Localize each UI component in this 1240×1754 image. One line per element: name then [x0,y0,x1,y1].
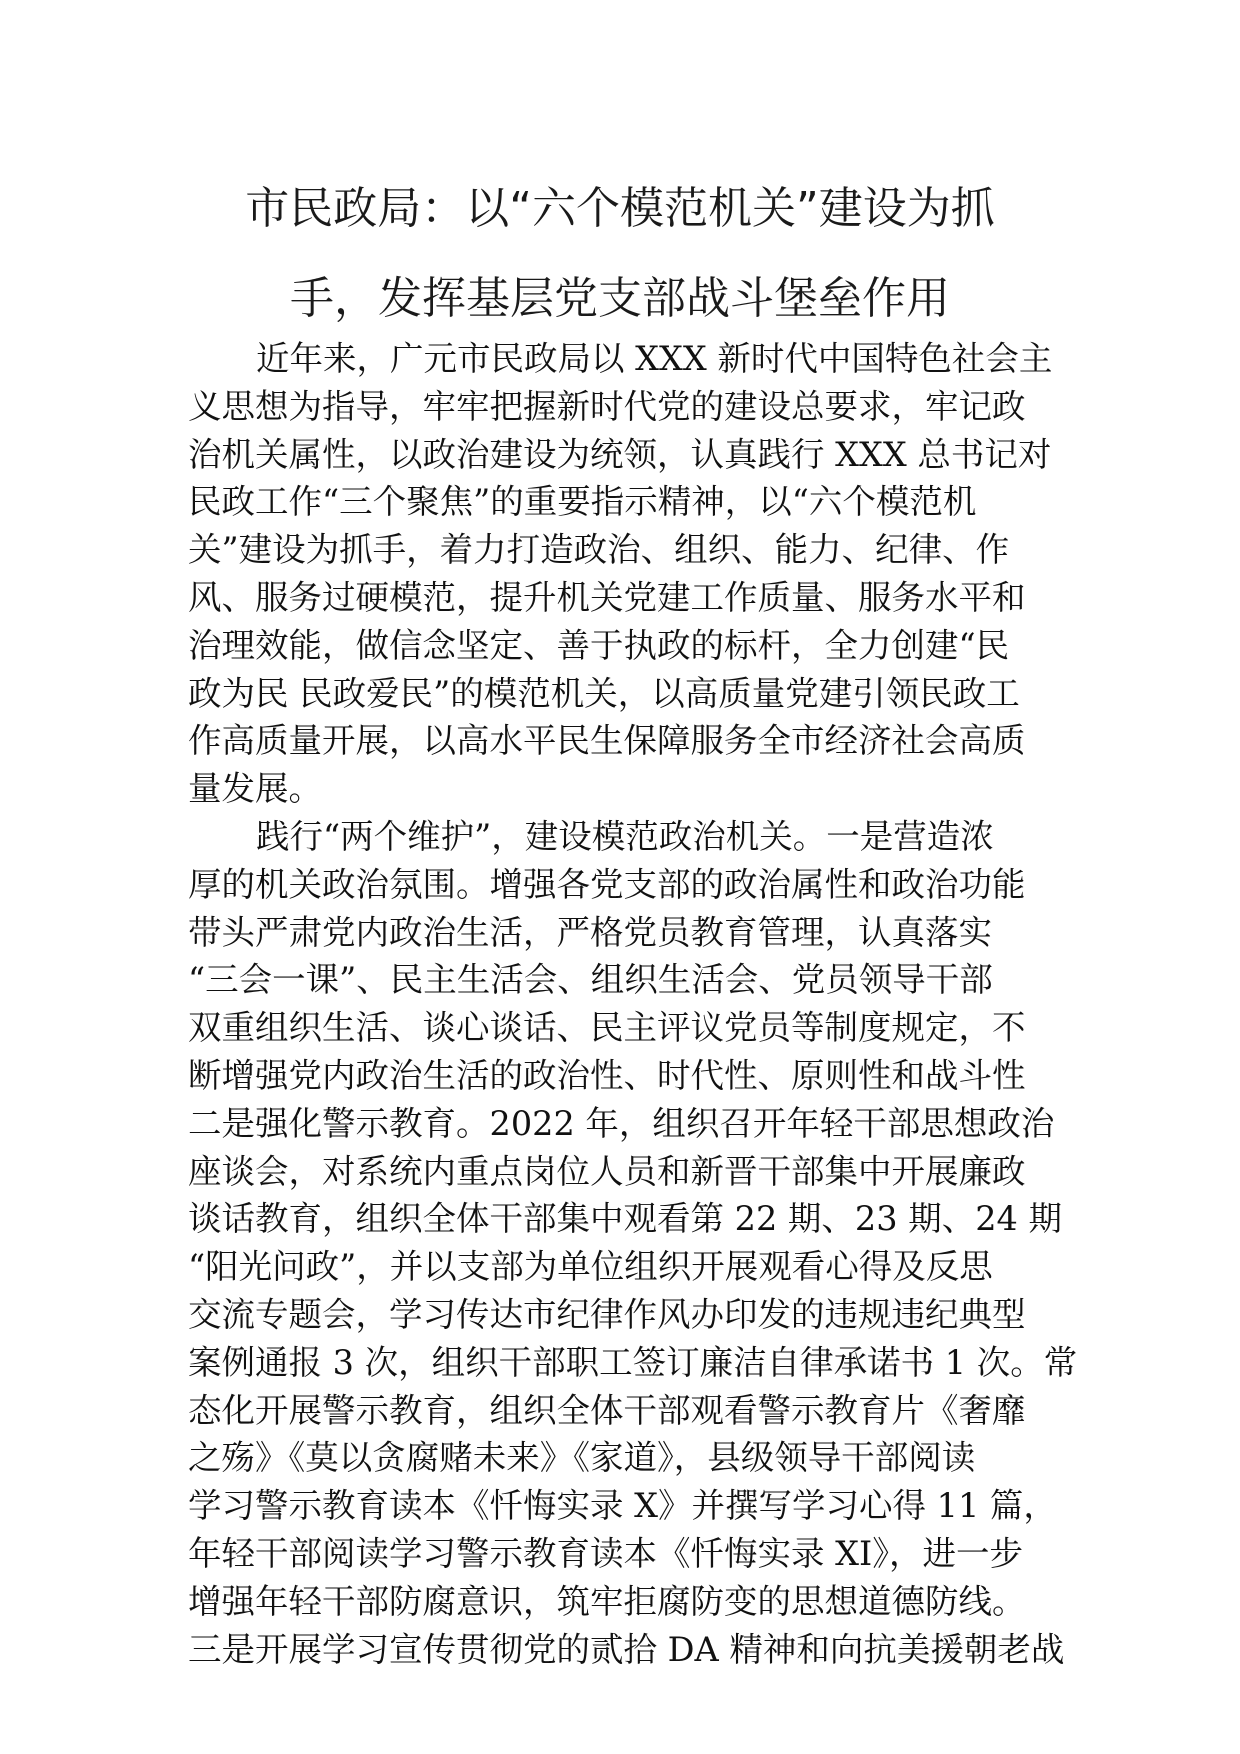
body-line: 厚的机关政治氛围。增强各党支部的政治属性和政治功能 [188,864,1026,904]
document-body [188,335,1078,1673]
body-line: 近年来，广元市民政局以 XXX 新时代中国特色社会主 [256,339,1053,378]
body-line: 践行“两个维护”，建设模范政治机关。一是营造浓 [256,816,994,856]
body-line: 三是开展学习宣传贯彻党的贰拾 DA 精神和向抗美援朝老战 [188,1629,1065,1669]
body-line: 关”建设为抓手，着力打造政治、组织、能力、纪律、作 [188,530,1010,570]
body-line: 治机关属性，以政治建设为统领，认真践行 XXX 总书记对 [188,434,1052,474]
body-line: 交流专题会，学习传达市纪律作风办印发的违规违纪典型 [188,1294,1026,1334]
body-line: 态化开展警示教育，组织全体干部观看警示教育片《奢靡 [188,1390,1026,1430]
body-line: “三会一课”、民主生活会、组织生活会、党员领导干部 [188,960,993,1000]
body-line: 风、服务过硬模范，提升机关党建工作质量、服务水平和 [188,577,1026,617]
document-title-line-2: 手，发挥基层党支部战斗堡垒作用 [290,273,950,324]
body-line: 座谈会，对系统内重点岗位人员和新晋干部集中开展廉政 [188,1151,1026,1191]
body-line: 量发展。 [188,769,322,809]
body-line: 年轻干部阅读学习警示教育读本《忏悔实录 XI》，进一步 [188,1533,1023,1573]
body-line: 带头严肃党内政治生活，严格党员教育管理，认真落实 [188,912,992,952]
body-line: 之殇》《莫以贪腐赌未来》《家道》，县级领导干部阅读 [188,1438,976,1478]
body-line: 断增强党内政治生活的政治性、时代性、原则性和战斗性 [188,1055,1026,1095]
body-line: 增强年轻干部防腐意识，筑牢拒腐防变的思想道德防线。 [188,1581,1026,1621]
body-line: 二是强化警示教育。2022 年，组织召开年轻干部思想政治 [188,1103,1055,1143]
body-line: 双重组织生活、谈心谈话、民主评议党员等制度规定，不 [188,1008,1026,1048]
body-line: 义思想为指导，牢牢把握新时代党的建设总要求，牢记政 [188,386,1026,426]
body-line: 谈话教育，组织全体干部集中观看第 22 期、23 期、24 期 [188,1199,1062,1239]
body-line: 民政工作“三个聚焦”的重要指示精神，以“六个模范机 [188,482,977,522]
body-line: 学习警示教育读本《忏悔实录 X》并撰写学习心得 11 篇， [188,1486,1057,1526]
document-title-line-1: 市民政局：以“六个模范机关”建设为抓 [245,183,995,234]
body-line: 案例通报 3 次，组织干部职工签订廉洁自律承诺书 1 次。常 [188,1342,1078,1382]
body-line: 治理效能，做信念坚定、善于执政的标杆，全力创建“民 [188,625,1010,665]
body-line: 政为民 民政爱民”的模范机关，以高质量党建引领民政工 [188,673,1020,713]
body-line: 作高质量开展，以高水平民生保障服务全市经济社会高质 [188,721,1026,761]
body-line: “阳光问政”，并以支部为单位组织开展观看心得及反思 [188,1247,993,1287]
